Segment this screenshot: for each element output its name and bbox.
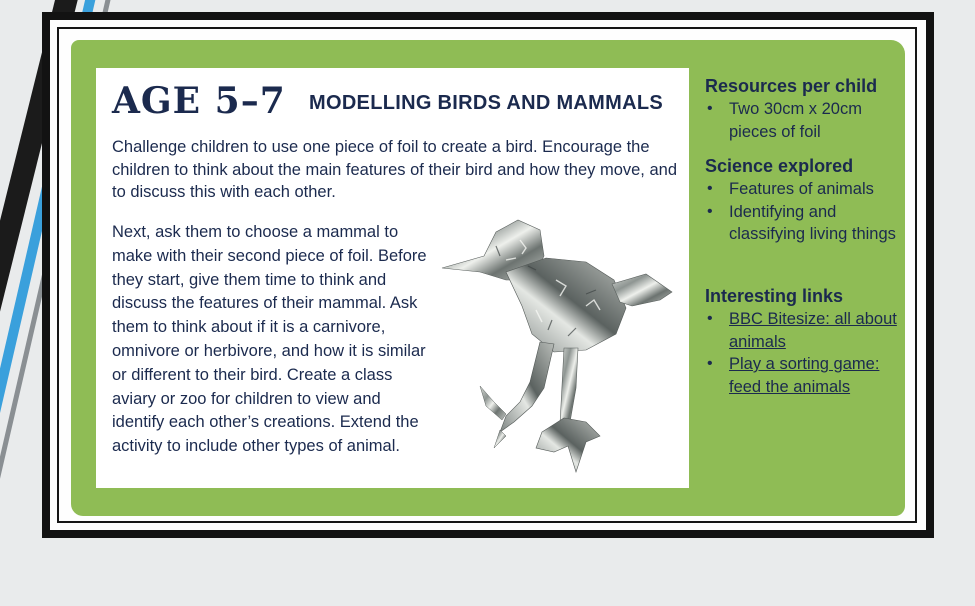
- links-list: [705, 308, 901, 398]
- intro-paragraph: Challenge children to use one piece of foil to create a bird. Encourage the children to think about the main features of their bird and how they move, and to discuss this with each other.: [112, 138, 678, 201]
- list-item: [705, 98, 901, 143]
- links-heading: Interesting links: [705, 286, 844, 306]
- science-item-text: Features of animals: [729, 180, 874, 198]
- bullet-icon: •: [707, 310, 713, 327]
- bullet-icon: •: [707, 180, 713, 197]
- list-item: [705, 353, 901, 398]
- science-list: [705, 178, 901, 246]
- sorting-game-link[interactable]: Play a sorting game: feed the animals: [729, 355, 880, 396]
- resources-list: [705, 98, 901, 143]
- list-item: [705, 201, 901, 246]
- resources-heading: Resources per child: [705, 76, 878, 96]
- activity-subtitle: MODELLING BIRDS AND MAMMALS: [309, 92, 663, 114]
- resource-item-text: Two 30cm x 20cm pieces of foil: [729, 100, 862, 141]
- links-section: [705, 284, 901, 398]
- mammal-paragraph: Next, ask them to choose a mammal to make with their second piece of foil. Before they start, give them time to think and discuss the features of their mammal. Ask them to think about if it is a carnivore, omnivore or herbivore, and how it is similar or different to their bird. Create a class aviary or zoo for children to view and identify each other’s creations. Extend the activity to include other types of animal.: [112, 223, 427, 456]
- age-title: AGE 5–7: [112, 80, 286, 122]
- science-heading: Science explored: [705, 156, 854, 176]
- science-item-text: Identifying and classifying living things: [729, 202, 896, 243]
- science-section: [705, 154, 901, 246]
- bullet-icon: •: [707, 355, 713, 372]
- foil-bird-image: [436, 210, 676, 480]
- bbc-bitesize-link[interactable]: BBC Bitesize: all about animals: [729, 310, 897, 351]
- list-item: [705, 178, 901, 201]
- resources-section: [705, 74, 901, 143]
- bullet-icon: •: [707, 202, 713, 220]
- bullet-icon: •: [707, 100, 713, 117]
- list-item: [705, 308, 901, 353]
